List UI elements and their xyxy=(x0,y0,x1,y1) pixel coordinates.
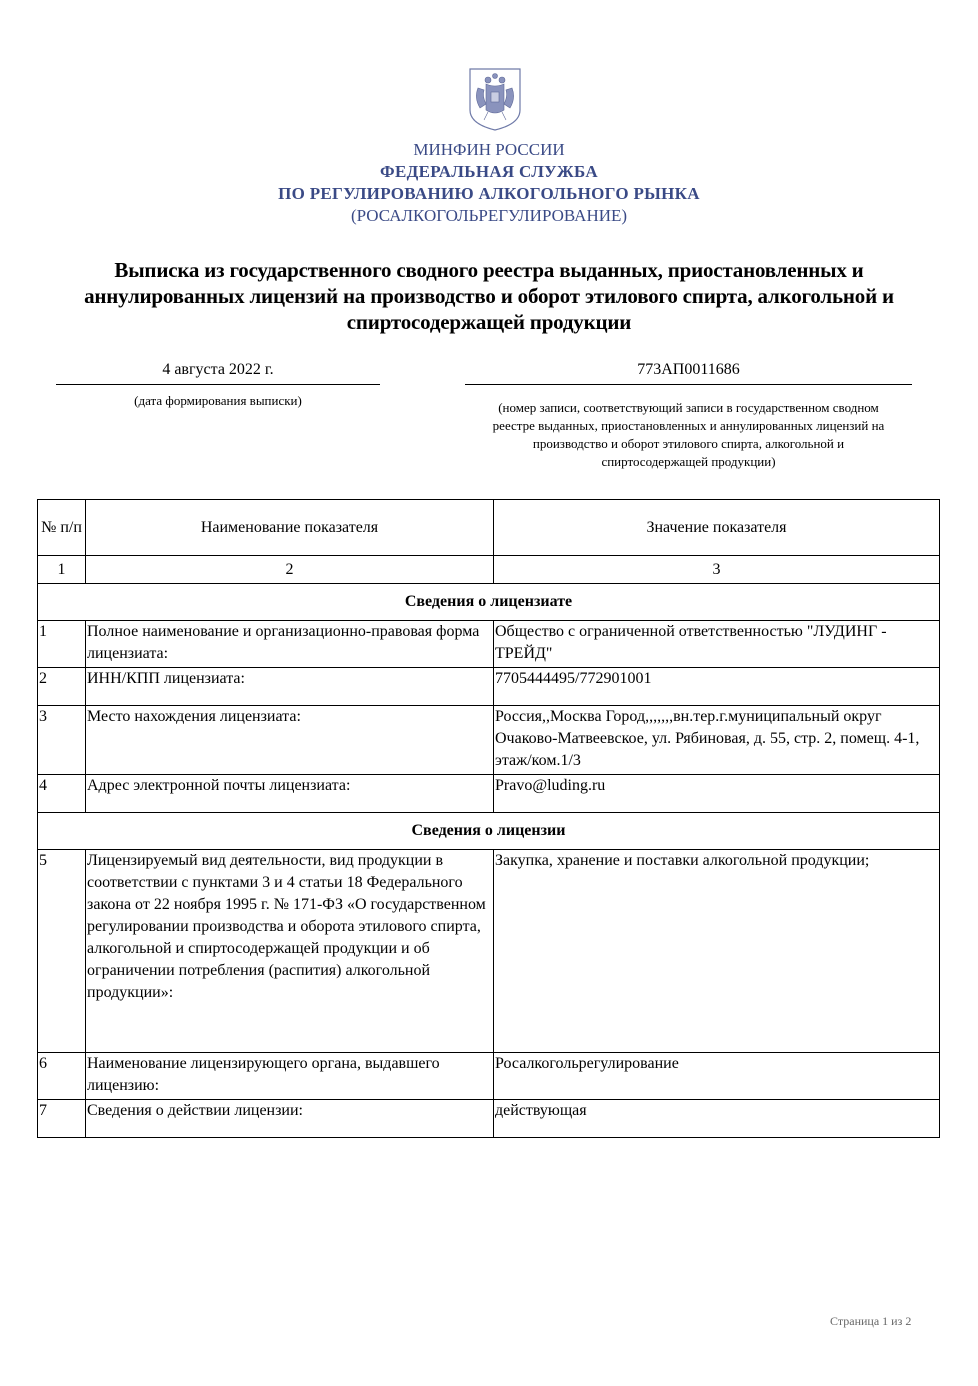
section-row-license xyxy=(38,813,940,850)
document-title: Выписка из государственного сводного реестра выданных, приостановленных и аннулированных лицензий на производство и оборот этилового спирта, алкогольной и спиртосодержащей продукции xyxy=(84,258,894,334)
row-value: Россия,,Москва Город,,,,,,,вн.тер.г.муниципальный округ Очаково-Матвеевское, ул. Рябиновая, д. 55, стр. 2, помещ. 4-1, этаж/ком.1/3 xyxy=(494,706,940,775)
row-name: Сведения о действии лицензии: xyxy=(86,1100,494,1138)
section-title: Сведения о лицензиате xyxy=(38,584,940,621)
table-row xyxy=(38,1100,940,1138)
row-value: Pravo@luding.ru xyxy=(494,775,940,813)
row-number: 2 xyxy=(38,668,86,706)
row-number: 3 xyxy=(38,706,86,775)
column-number: 3 xyxy=(494,556,940,584)
row-name: Полное наименование и организационно-правовая форма лицензиата: xyxy=(86,621,494,668)
ministry-name: МИНФИН РОССИИ xyxy=(413,140,565,159)
row-value: действующая xyxy=(494,1100,940,1138)
row-name: Место нахождения лицензиата: xyxy=(86,706,494,775)
record-number-caption: (номер записи, соответствующий записи в государственном сводном реестре выданных, приостановленных и аннулированных лицензий на производство и оборот этилового спирта, алкогольной и спиртосодержащей продукции) xyxy=(492,400,885,469)
section-row-licensee xyxy=(38,584,940,621)
table-row xyxy=(38,775,940,813)
record-underline xyxy=(465,384,912,385)
service-short-name: (РОСАЛКОГОЛЬРЕГУЛИРОВАНИЕ) xyxy=(350,206,628,225)
section-title: Сведения о лицензии xyxy=(38,813,940,850)
row-number: 6 xyxy=(38,1053,86,1100)
column-number: 1 xyxy=(38,556,86,584)
row-name: ИНН/КПП лицензиата: xyxy=(86,668,494,706)
table-row xyxy=(38,850,940,1053)
row-value: Общество с ограниченной ответственностью "ЛУДИНГ - ТРЕЙД" xyxy=(494,621,940,668)
service-name-line1: ФЕДЕРАЛЬНАЯ СЛУЖБА xyxy=(380,162,598,181)
row-value: 7705444495/772901001 xyxy=(494,668,940,706)
table-row xyxy=(38,621,940,668)
date-underline xyxy=(56,384,380,385)
row-value: Росалкогольрегулирование xyxy=(494,1053,940,1100)
row-number: 1 xyxy=(38,621,86,668)
page-indicator: Страница 1 из 2 xyxy=(830,1314,912,1328)
table-row xyxy=(38,1053,940,1100)
row-number: 7 xyxy=(38,1100,86,1138)
row-name: Наименование лицензирующего органа, выдавшего лицензию: xyxy=(86,1053,494,1100)
russian-coat-of-arms-icon xyxy=(466,66,524,132)
extract-date-caption: (дата формирования выписки) xyxy=(134,393,302,408)
row-name: Лицензируемый вид деятельности, вид продукции в соответствии с пунктами 3 и 4 статьи 18 Федерального закона от 22 ноября 1995 г. № 171-ФЗ «О государственном регулировании производства и оборота этилового спирта, алкогольной и спиртосодержащей продукции и об ограничении потребления (распития) алкогольной продукции»: xyxy=(86,850,494,1053)
extract-date: 4 августа 2022 г. xyxy=(162,361,274,378)
row-number: 5 xyxy=(38,850,86,1053)
service-name-line2: ПО РЕГУЛИРОВАНИЮ АЛКОГОЛЬНОГО РЫНКА xyxy=(278,184,700,203)
license-table xyxy=(37,499,940,1138)
record-number: 773АП0011686 xyxy=(637,361,740,378)
table-header-row xyxy=(38,500,940,556)
column-number: 2 xyxy=(86,556,494,584)
header-indicator-name: Наименование показателя xyxy=(86,500,494,556)
table-row xyxy=(38,668,940,706)
row-number: 4 xyxy=(38,775,86,813)
row-value: Закупка, хранение и поставки алкогольной продукции; xyxy=(494,850,940,1053)
header-indicator-value: Значение показателя xyxy=(494,500,940,556)
header-number: № п/п xyxy=(38,500,86,556)
column-numbers-row xyxy=(38,556,940,584)
row-name: Адрес электронной почты лицензиата: xyxy=(86,775,494,813)
table-row xyxy=(38,706,940,775)
